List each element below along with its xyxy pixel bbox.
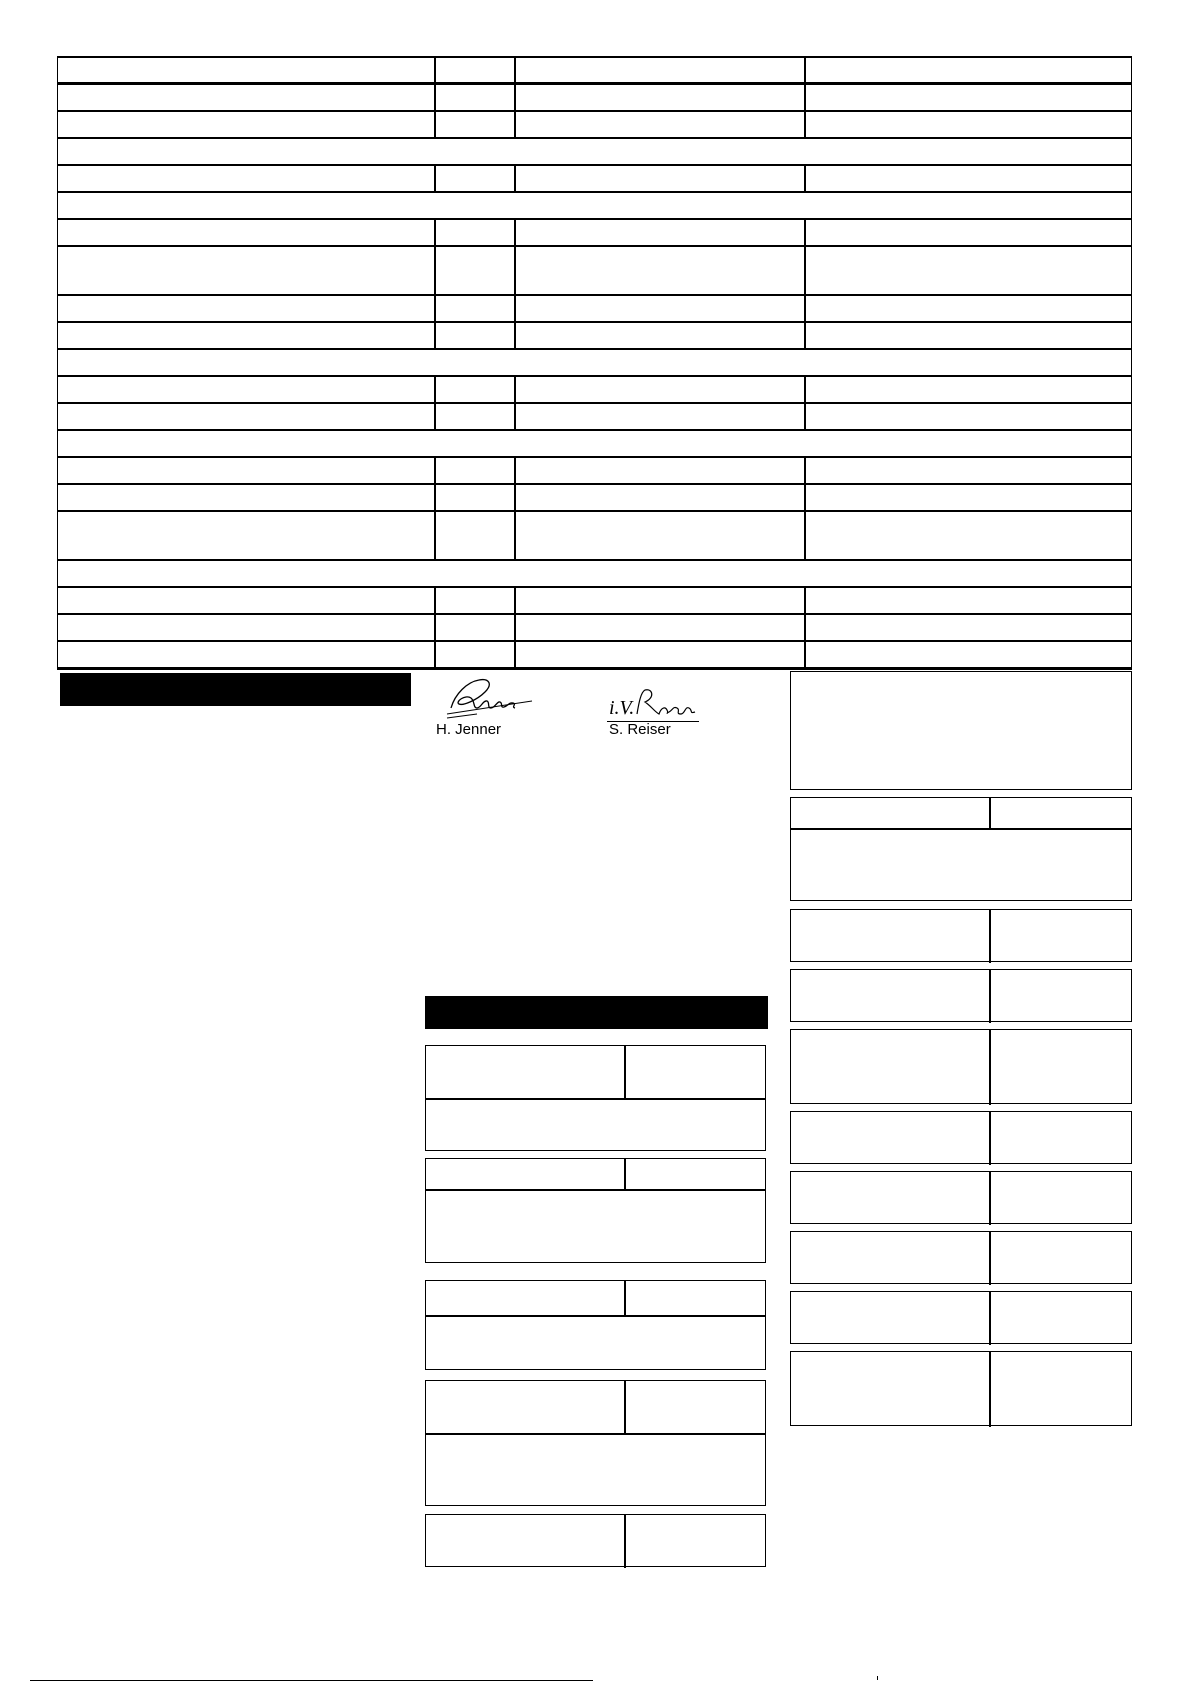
table-row-rule [57,483,1132,485]
field-divider [989,910,991,963]
table-column-rule [804,56,806,82]
field-divider [624,1281,626,1315]
table-column-rule [514,510,516,559]
field-divider [624,1515,626,1568]
form-field-box [790,969,1132,1022]
table-row-rule [57,510,1132,512]
table-column-rule [514,83,516,110]
table-row-rule [57,668,1132,670]
form-field-box [790,1231,1132,1284]
table-row-rule [57,640,1132,642]
section-header-bar-left [60,673,411,706]
table-column-rule [804,640,806,668]
table-row-rule [57,294,1132,296]
table-column-rule [434,321,436,348]
table-column-rule [514,586,516,613]
table-column-rule [514,110,516,137]
field-divider [426,1433,765,1435]
table-column-rule [514,483,516,510]
field-divider [624,1381,626,1433]
table-column-rule [514,613,516,640]
table-column-rule [804,456,806,483]
form-field-box [790,671,1132,790]
table-row-rule [57,56,1132,58]
field-divider [426,1315,765,1317]
table-row-rule [57,191,1132,193]
form-field-box [425,1380,766,1506]
table-column-rule [804,110,806,137]
field-divider [426,1098,765,1100]
table-column-rule [804,613,806,640]
table-row-rule [57,613,1132,615]
table-row-rule [57,586,1132,588]
table-row-rule [57,164,1132,166]
table-column-rule [434,640,436,668]
form-field-box [425,1158,766,1263]
table-row-rule [57,110,1132,112]
form-table [57,56,1132,668]
footer-rule [30,1680,593,1681]
table-column-rule [434,483,436,510]
table-column-rule [804,83,806,110]
form-field-box [790,1029,1132,1104]
table-column-rule [514,164,516,191]
table-column-rule [804,483,806,510]
form-field-box [425,1280,766,1370]
table-column-rule [434,56,436,82]
form-field-box [790,1351,1132,1426]
table-column-rule [804,321,806,348]
table-column-rule [434,218,436,245]
table-column-rule [804,402,806,429]
table-column-rule [434,110,436,137]
table-column-rule [514,294,516,321]
table-row-rule [57,321,1132,323]
table-row-rule [57,83,1132,85]
table-column-rule [514,375,516,402]
table-column-rule [804,586,806,613]
field-divider [989,1232,991,1285]
table-row-rule [57,348,1132,350]
table-row-rule [57,137,1132,139]
table-column-rule [434,83,436,110]
table-column-rule [514,640,516,668]
section-header-bar-middle [425,996,768,1029]
table-row-rule [57,559,1132,561]
field-divider [426,1189,765,1191]
signature-jenner-icon [437,674,547,720]
table-row-rule [57,375,1132,377]
field-divider [989,1172,991,1225]
table-column-rule [434,613,436,640]
signature-reiser-icon [603,684,705,724]
form-field-box [790,909,1132,962]
form-field-box [790,1171,1132,1224]
table-column-rule [804,218,806,245]
table-row-rule [57,245,1132,247]
table-row-rule [57,429,1132,431]
table-column-rule [434,586,436,613]
form-field-box [425,1045,766,1151]
table-row-rule [57,456,1132,458]
table-column-rule [514,245,516,294]
footer-tick [877,1676,878,1680]
table-column-rule [434,245,436,294]
form-field-box [790,1111,1132,1164]
table-column-rule [434,510,436,559]
table-column-rule [514,402,516,429]
table-column-rule [434,164,436,191]
table-column-rule [434,402,436,429]
table-column-rule [804,294,806,321]
table-row-rule [57,218,1132,220]
signatory-name-reiser: S. Reiser [609,721,671,738]
field-divider [791,828,1131,830]
form-field-box [425,1514,766,1567]
form-field-box [790,1291,1132,1344]
field-divider [989,970,991,1023]
table-column-rule [804,245,806,294]
form-field-box [790,797,1132,901]
table-column-rule [434,375,436,402]
signature-prefix: i.V. [609,697,635,719]
signatory-name-jenner: H. Jenner [436,721,502,738]
table-column-rule [804,164,806,191]
field-divider [989,798,991,828]
field-divider [989,1112,991,1165]
table-column-rule [804,375,806,402]
field-divider [989,1292,991,1345]
table-column-rule [434,294,436,321]
table-column-rule [514,321,516,348]
table-column-rule [434,456,436,483]
table-column-rule [514,456,516,483]
field-divider [624,1046,626,1098]
table-row-rule [57,402,1132,404]
table-column-rule [514,218,516,245]
field-divider [989,1352,991,1427]
field-divider [624,1159,626,1189]
field-divider [989,1030,991,1105]
table-column-rule [804,510,806,559]
table-column-rule [514,56,516,82]
